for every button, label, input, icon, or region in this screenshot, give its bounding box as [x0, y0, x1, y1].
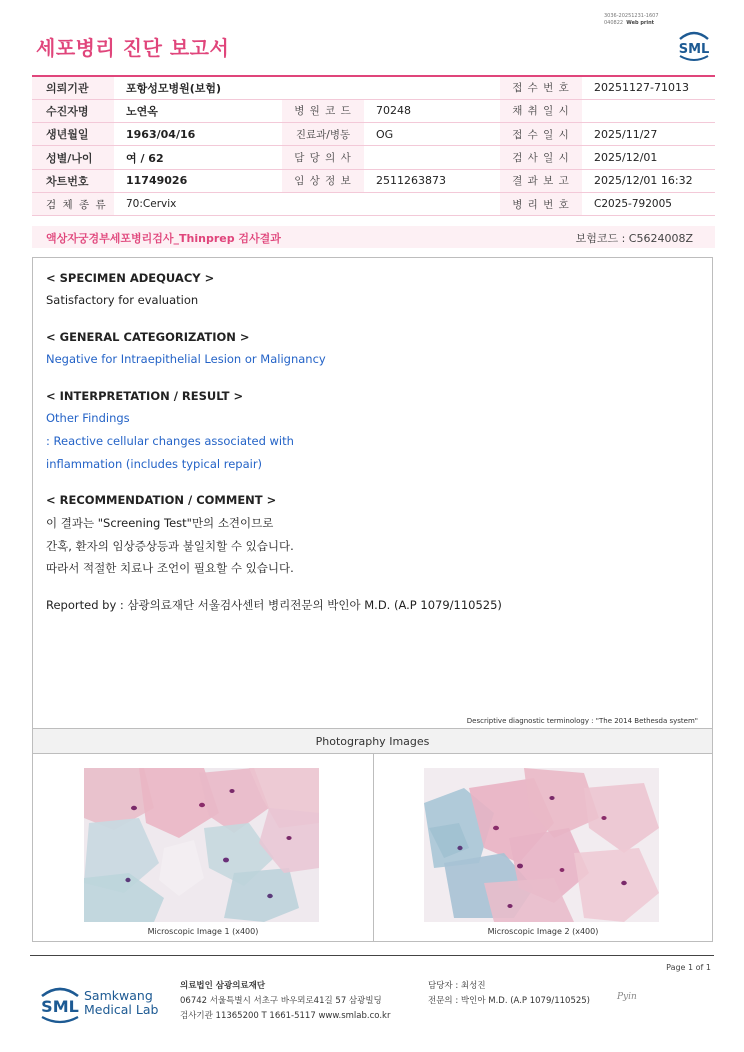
label-received-date: 접 수 일 시: [500, 123, 582, 146]
patient-info-table: [32, 75, 715, 216]
value-requesting-org: 포항성모병원(보험): [114, 76, 500, 99]
interpretation-line: Other Findings: [46, 411, 130, 425]
value-exam-date: 2025/12/01: [582, 146, 715, 169]
label-patient-name: 수진자명: [32, 99, 114, 122]
sml-logo-icon: [674, 26, 714, 62]
info-row: [32, 76, 715, 99]
org-name: 의료법인 삼광의료재단: [180, 981, 266, 991]
interpretation-line: inflammation (includes typical repair): [46, 457, 263, 471]
info-row: [32, 192, 715, 215]
label-chart-no: 차트번호: [32, 169, 114, 192]
photo-section-header: Photography Images: [32, 729, 713, 754]
org-info: [180, 979, 390, 1024]
photo-divider: [373, 754, 374, 941]
value-received-date: 2025/11/27: [582, 123, 715, 146]
label-requesting-org: 의뢰기관: [32, 76, 114, 99]
signature: Pyin: [617, 992, 637, 1002]
insurance-code: 보험코드 : C5624008Z: [575, 232, 693, 245]
web-print-label: Web print: [626, 19, 655, 26]
info-row: [32, 99, 715, 122]
exam-title-bar: [32, 226, 715, 248]
microscopic-image-1: [84, 768, 319, 922]
report-title: 세포병리 진단 보고서: [36, 36, 230, 60]
value-accession-no: 20251127-71013: [582, 76, 715, 99]
label-sex-age: 성별/나이: [32, 146, 114, 169]
value-department: OG: [364, 123, 500, 146]
staff-specialist: 전문의 : 박인아 M.D. (A.P 1079/110525): [428, 996, 590, 1006]
brand-name: [84, 989, 158, 1017]
recommendation-line: 이 결과는 "Screening Test"만의 소견이므로: [46, 516, 274, 530]
org-contact: 검사기관 11365200 T 1661-5117 www.smlab.co.kr: [180, 1011, 391, 1021]
footer-divider: [30, 955, 714, 956]
recommendation-line: 따라서 적절한 치료나 조언이 필요할 수 있습니다.: [46, 561, 294, 575]
info-row: [32, 146, 715, 169]
value-chart-no: 11749026: [114, 169, 282, 192]
photo-panel: [32, 754, 713, 942]
value-patient-name: 노연옥: [114, 99, 282, 122]
result-panel: [32, 257, 713, 729]
categorization-text: Negative for Intraepithelial Lesion or Malignancy: [46, 352, 326, 366]
print-code: [604, 13, 659, 26]
adequacy-text: Satisfactory for evaluation: [46, 293, 199, 307]
label-hospital-code: 병 원 코 드: [282, 99, 364, 122]
label-report-date: 결 과 보 고: [500, 169, 582, 192]
brand-line: Samkwang: [84, 988, 153, 1003]
interpretation-heading: < INTERPRETATION / RESULT >: [46, 389, 244, 403]
terminology-note: Descriptive diagnostic terminology : "The 2014 Bethesda system": [466, 717, 698, 725]
label-specimen-type: 검 체 종 류: [32, 192, 114, 215]
page-number: Page 1 of 1: [666, 963, 711, 972]
exam-name: 액상자궁경부세포병리검사_Thinprep 검사결과: [46, 232, 281, 245]
label-department: 진료과/병동: [282, 123, 364, 146]
value-hospital-code: 70248: [364, 99, 500, 122]
microscopic-image-2: [424, 768, 659, 922]
recommendation-line: 간혹, 환자의 임상증상등과 불일치할 수 있습니다.: [46, 539, 294, 553]
label-clinical-info: 임 상 정 보: [282, 169, 364, 192]
label-pathology-no: 병 리 번 호: [500, 192, 582, 215]
image-caption: Microscopic Image 2 (x400): [487, 927, 599, 936]
label-collection-date: 채 취 일 시: [500, 99, 582, 122]
print-code-line1: 3036-20251231-1607: [604, 13, 659, 19]
value-collection-date: [582, 99, 715, 122]
sml-footer-logo-icon: [36, 980, 84, 1026]
info-row: [32, 169, 715, 192]
sml-footer-logo-text: SML: [41, 997, 79, 1016]
interpretation-line: : Reactive cellular changes associated with: [46, 434, 294, 448]
label-physician: 담 당 의 사: [282, 146, 364, 169]
value-report-date: 2025/12/01 16:32: [582, 169, 715, 192]
value-physician: [364, 146, 500, 169]
value-birth-date: 1963/04/16: [114, 123, 282, 146]
label-exam-date: 검 사 일 시: [500, 146, 582, 169]
info-row: [32, 123, 715, 146]
adequacy-heading: < SPECIMEN ADEQUACY >: [46, 271, 215, 285]
label-accession-no: 접 수 번 호: [500, 76, 582, 99]
print-code-line2: 040822 Web print: [604, 19, 655, 26]
categorization-heading: < GENERAL CATEGORIZATION >: [46, 330, 250, 344]
reported-by: Reported by : 삼광의료재단 서울검사센터 병리전문의 박인아 M.D. (A.P 1079/110525): [46, 598, 502, 612]
recommendation-heading: < RECOMMENDATION / COMMENT >: [46, 493, 277, 507]
value-sex-age: 여 / 62: [114, 146, 282, 169]
label-birth-date: 생년월일: [32, 123, 114, 146]
value-clinical-info: 2511263873: [364, 169, 500, 192]
staff-manager: 담당자 : 최성진: [428, 981, 486, 991]
staff-info: [428, 979, 590, 1009]
value-pathology-no: C2025-792005: [582, 192, 715, 215]
value-specimen-type: 70:Cervix: [114, 192, 500, 215]
image-caption: Microscopic Image 1 (x400): [147, 927, 259, 936]
sml-top-logo-text: SML: [678, 42, 710, 57]
brand-line: Medical Lab: [84, 1002, 159, 1017]
org-address: 06742 서울특별시 서초구 바우뫼로41길 57 삼광빌딩: [180, 996, 382, 1006]
